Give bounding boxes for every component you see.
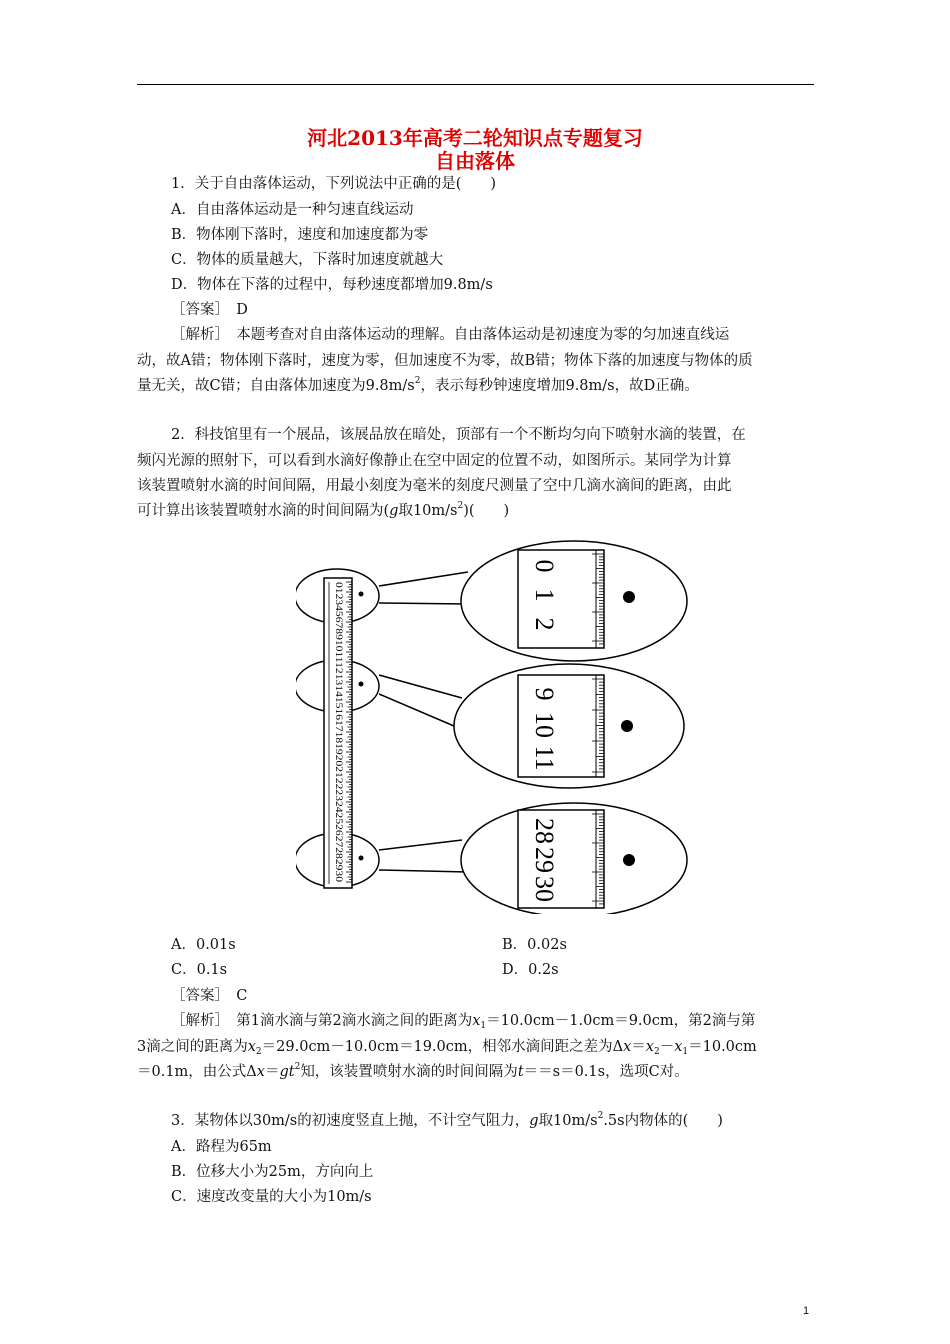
q2-analysis-line3: ＝0.1m，由公式$\Delta x=gt^2$知，该装置喷射水滴的时间间隔为t＝＝s＝0.1s，选项C对。 <box>137 1062 689 1080</box>
q1-analysis-line3: 量无关，故C错；自由落体加速度为$9.8m/s^2$，表示每秒钟速度增加9.8m/s，故D正确。 <box>137 376 699 394</box>
page-number: 1 <box>803 1305 810 1317</box>
q3-option-b: B．位移大小为25m，方向向上 <box>171 1164 374 1180</box>
zoom2-label-10: 10 <box>530 712 559 738</box>
q1-stem: 1．关于自由落体运动，下列说法中正确的是( ) <box>171 176 497 192</box>
water-drop-3 <box>359 856 364 861</box>
q1-option-a: A．自由落体运动是一种匀速直线运动 <box>171 202 414 218</box>
q2-option-d: D．0.2s <box>502 962 559 978</box>
q2-option-a: A．0.01s <box>171 937 236 953</box>
q3-stem: 3．某物体以30m/s的初速度竖直上抛，不计空气阻力，g取$10m/s^2.5s$内物体的( ) <box>171 1111 723 1129</box>
zoom1-water-drop <box>623 591 635 603</box>
zoom3-label-29: 29 <box>530 847 559 873</box>
zoom3-water-drop <box>623 854 635 866</box>
zoom1-label-2: 2 <box>530 617 559 631</box>
zoom1-label-0: 0 <box>530 559 559 573</box>
zoom2-water-drop <box>621 720 633 732</box>
q1-answer: ［答案］ D <box>171 302 248 318</box>
q2-analysis-line2: 3滴之间的距离为$x_2=29.0cm-10.0cm=19.0cm$，相邻水滴间距之差为$\Delta x=x_2-x_1=10.0cm$ <box>137 1039 757 1057</box>
q2-analysis-line1: ［解析］ 第1滴水滴与第2滴水滴之间的距离为$x_1=10.0cm-1.0cm=9.0cm$，第2滴与第 <box>171 1013 756 1031</box>
zoom1-label-1: 1 <box>530 588 559 602</box>
header-rule <box>137 84 814 85</box>
q1-analysis-line2: 动，故A错；物体刚下落时，速度为零，但加速度不为零，故B错；物体下落的加速度与物体的质 <box>137 353 753 369</box>
zoom3-label-30: 30 <box>530 876 559 902</box>
q1-option-b: B．物体刚下落时，速度和加速度都为零 <box>171 227 429 243</box>
water-drop-2 <box>359 682 364 687</box>
q1-analysis-line1: ［解析］ 本题考查对自由落体运动的理解。自由落体运动是初速度为零的匀加速直线运 <box>171 327 730 343</box>
q2-stem-line4: 可计算出该装置喷射水滴的时间间隔为(g取$10m/s^2$)( ) <box>137 501 510 519</box>
q2-stem-line2: 频闪光源的照射下，可以看到水滴好像静止在空中固定的位置不动，如图所示。某同学为计算 <box>137 453 732 469</box>
zoom2-label-11: 11 <box>530 745 559 771</box>
q2-stem-line3: 该装置喷射水滴的时间间隔，用最小刻度为毫米的刻度尺测量了空中几滴水滴间的距离，由此 <box>137 478 732 494</box>
main-ruler-numbers: 0123456789101112131415161718192021222324252627282930 <box>334 582 344 816</box>
page-subtitle: 自由落体 <box>435 149 515 173</box>
q2-option-c: C．0.1s <box>171 962 228 978</box>
q3-option-a: A．路程为65m <box>171 1139 272 1155</box>
water-drop-1 <box>359 592 364 597</box>
q3-option-c: C．速度改变量的大小为10m/s <box>171 1189 372 1205</box>
zoom3-label-28: 28 <box>530 818 559 844</box>
q2-option-b: B．0.02s <box>502 937 567 953</box>
water-drop-ruler-figure <box>296 534 689 914</box>
q1-option-d: D．物体在下落的过程中，每秒速度都增加9.8m/s <box>171 277 493 293</box>
page-title: 河北2013年高考二轮知识点专题复习 <box>307 126 643 150</box>
q2-answer: ［答案］ C <box>171 988 248 1004</box>
zoom2-label-9: 9 <box>530 687 559 701</box>
q2-stem-line1: 2．科技馆里有一个展品，该展品放在暗处，顶部有一个不断均匀向下喷射水滴的装置，在 <box>171 427 746 443</box>
q1-option-c: C．物体的质量越大，下落时加速度就越大 <box>171 252 444 268</box>
